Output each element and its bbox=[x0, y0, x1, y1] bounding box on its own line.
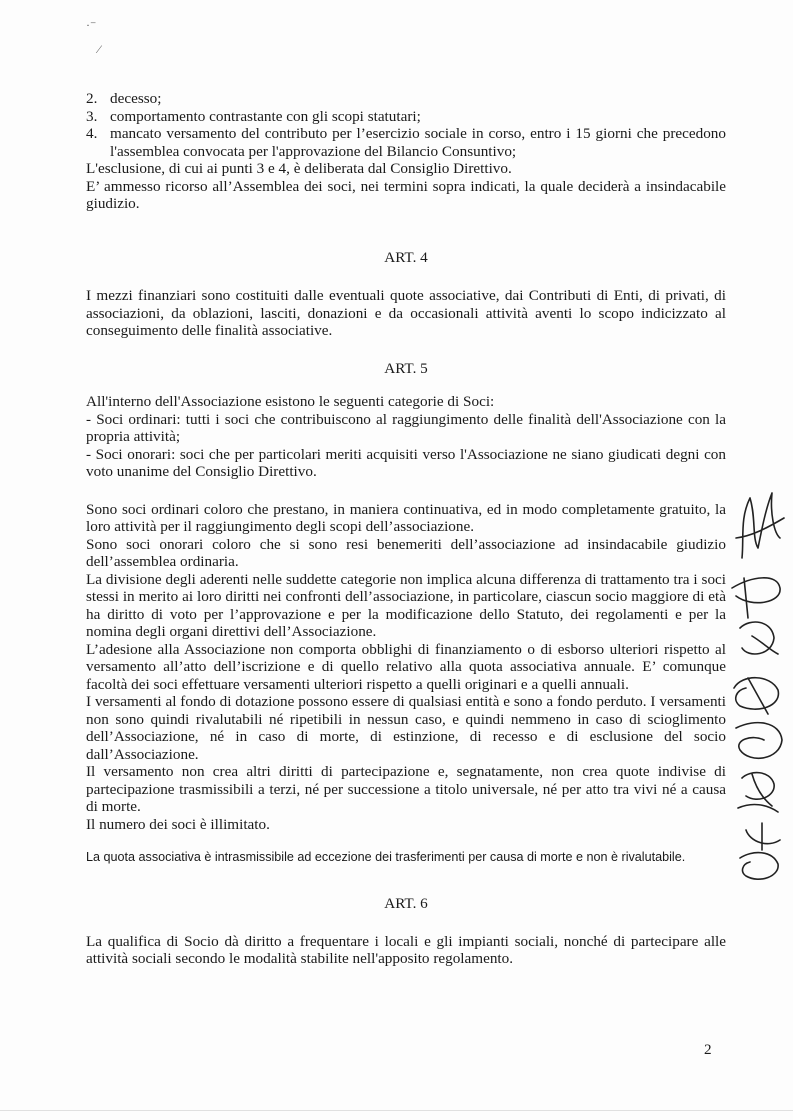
list-text: decesso; bbox=[110, 90, 162, 107]
list-text: mancato versamento del contributo per l’esercizio sociale in corso, entro i 15 giorni che precedono l'assemblea convocata per l'approvazione del Bilancio Consuntivo; bbox=[110, 125, 726, 160]
scan-mark: ⁄ bbox=[98, 42, 101, 56]
signature-stroke bbox=[736, 723, 782, 759]
list-text: comportamento contrastante con gli scopi statutari; bbox=[110, 107, 421, 125]
signature-stroke bbox=[740, 823, 780, 879]
art-5-soci-onorari: - Soci onorari: soci che per particolari meriti acquisiti verso l'Associazione ne siano giudicati degni con voto unanime del Consiglio Direttivo. bbox=[86, 445, 726, 480]
scan-edge-line bbox=[0, 1110, 793, 1111]
signature-stroke bbox=[740, 622, 778, 654]
signature-stroke bbox=[734, 678, 778, 714]
art-4-paragraph: I mezzi finanziari sono costituiti dalle eventuali quote associative, dai Contributi di Enti, di privati, di associazioni, da oblazioni, lasciti, donazioni e da occasionali attività aventi lo scopo indicizzato al conseguimento delle finalità associative. bbox=[86, 287, 726, 339]
art-5-paragraph: I versamenti al fondo di dotazione possono essere di qualsiasi entità e sono a fondo perduto. I versamenti non sono quindi rivalutabili né ripetibili in nessun caso, e quindi nemmeno in caso di scioglimento dell’Associazione, né in caso di morte, di estinzione, di recesso e di esclusione del socio dall’Associazione. bbox=[86, 693, 726, 763]
list-item bbox=[86, 108, 726, 126]
art-5-paragraph: Sono soci ordinari coloro che prestano, in maniera continuativa, ed in modo completamente gratuito, la loro attività per il raggiungimento degli scopi dell’associazione. bbox=[86, 500, 726, 535]
art-4-heading: ART. 4 bbox=[384, 248, 428, 266]
art-5-quota-note: La quota associativa è intrasmissibile ad eccezione dei trasferimenti per causa di morte e non è rivalutabile. bbox=[86, 850, 686, 864]
art-6-heading: ART. 6 bbox=[384, 895, 428, 912]
art-5-paragraph: Il numero dei soci è illimitato. bbox=[86, 815, 270, 833]
art-5-intro: All'interno dell'Associazione esistono le seguenti categorie di Soci: bbox=[86, 393, 495, 410]
signature-stroke bbox=[736, 493, 784, 558]
page-number: 2 bbox=[704, 1041, 712, 1058]
art-5-heading: ART. 5 bbox=[384, 359, 428, 377]
exclusion-paragraph: L'esclusione, di cui ai punti 3 e 4, è deliberata dal Consiglio Direttivo. bbox=[86, 160, 512, 177]
list-item bbox=[86, 90, 726, 108]
art-5-paragraph: Sono soci onorari coloro che si sono resi benemeriti dell’associazione ad insindacabile giudizio dell’assemblea ordinaria. bbox=[86, 535, 726, 570]
list-item bbox=[86, 125, 726, 160]
art-5-soci-ordinari: - Soci ordinari: tutti i soci che contribuiscono al raggiungimento delle finalità dell'Associazione con la propria attività; bbox=[86, 410, 726, 445]
list-number: 4. bbox=[86, 125, 98, 142]
signature-stroke bbox=[732, 578, 780, 618]
signature-stroke bbox=[738, 773, 778, 812]
list-number: 2. bbox=[86, 90, 98, 107]
scan-mark: ·⁻ bbox=[86, 18, 97, 32]
scan-marks bbox=[86, 18, 100, 56]
document-body bbox=[86, 90, 726, 968]
art-5-paragraph: L’adesione alla Associazione non comporta obblighi di finanziamento o di esborso ulteriori rispetto al versamento all’atto dell’iscrizione e di quello relativo alla quota associativa annuale. E’ comunque facoltà dei soci effettuare versamenti ulteriori rispetto a quelli originari e a quelli annuali. bbox=[86, 640, 726, 693]
art-5-paragraph: Il versamento non crea altri diritti di partecipazione e, segnatamente, non crea quote indivise di partecipazione trasmissibili a terzi, né per successione a titolo universale, né per atto tra vivi né a causa di morte. bbox=[86, 763, 726, 815]
margin-signatures bbox=[722, 478, 792, 898]
list-number: 3. bbox=[86, 107, 98, 125]
art-5-paragraph: La divisione degli aderenti nelle suddette categorie non implica alcuna differenza di trattamento tra i soci stessi in merito ai loro diritti nei confronti dell’associazione, in particolare, ciascun socio maggiore di età ha diritto di voto per l’approvazione e per la modificazione dello Statuto, dei regolamenti e per la nomina degli organi direttivi dell’Associazione. bbox=[86, 570, 726, 640]
art-6-paragraph: La qualifica di Socio dà diritto a frequentare i locali e gli impianti sociali, nonché di partecipare alle attività sociali secondo le modalità stabilite nell'apposito regolamento. bbox=[86, 932, 726, 967]
appeal-paragraph: E’ ammesso ricorso all’Assemblea dei soci, nei termini sopra indicati, la quale deciderà a insindacabile giudizio. bbox=[86, 177, 726, 212]
